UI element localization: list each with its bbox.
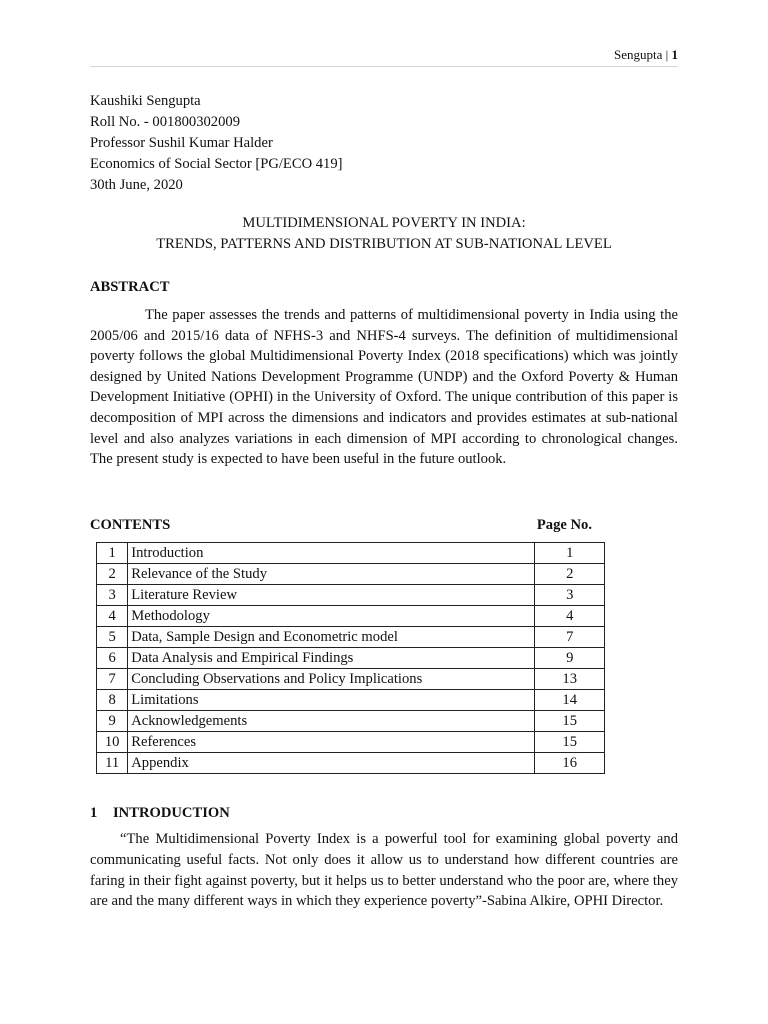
author-name: Kaushiki Sengupta — [90, 93, 201, 109]
contents-row-title: Appendix — [128, 753, 535, 774]
roll-number: Roll No. - 001800302009 — [90, 114, 240, 130]
contents-row-number: 11 — [97, 753, 128, 774]
introduction-quote — [90, 829, 678, 912]
contents-row-page: 15 — [535, 732, 605, 753]
contents-heading: CONTENTS — [90, 517, 171, 533]
contents-row — [97, 669, 605, 690]
contents-row-title: Methodology — [128, 606, 535, 627]
contents-row-title: Concluding Observations and Policy Implications — [128, 669, 535, 690]
contents-row — [97, 648, 605, 669]
course-name: Economics of Social Sector [PG/ECO 419] — [90, 156, 343, 172]
contents-row-page: 4 — [535, 606, 605, 627]
title-line-1: MULTIDIMENSIONAL POVERTY IN INDIA: — [242, 215, 526, 231]
contents-row-number: 7 — [97, 669, 128, 690]
contents-row-page: 15 — [535, 711, 605, 732]
contents-row-page: 1 — [535, 543, 605, 564]
contents-row — [97, 585, 605, 606]
contents-row — [97, 543, 605, 564]
submission-date: 30th June, 2020 — [90, 177, 183, 193]
contents-row-page: 16 — [535, 753, 605, 774]
header-separator: | — [665, 47, 669, 62]
running-header — [614, 46, 678, 64]
header-page-number: 1 — [671, 47, 678, 62]
contents-row — [97, 753, 605, 774]
contents-row — [97, 606, 605, 627]
contents-row-title: References — [128, 732, 535, 753]
contents-header — [90, 515, 592, 536]
abstract-text: The paper assesses the trends and patterns of multidimensional poverty in India using the 2005/06 and 2015/16 data of NFHS-3 and NHFS-4 surveys. The definition of multidimensional poverty follows the global Multidimensional Poverty Index (2018 specifications) which was jointly designed by United Nations Development Programme (UNDP) and the Oxford Poverty & Human Development Initiative (OPHI) in the University of Oxford. The unique contribution of this paper is decomposition of MPI across the dimensions and indicators and provides estimates at sub-national level and also analyzes variations in each dimension of MPI according to chronological changes. The present study is expected to have been useful in the future outlook. — [90, 307, 678, 468]
contents-row-title: Acknowledgements — [128, 711, 535, 732]
abstract-heading: ABSTRACT — [90, 279, 170, 295]
contents-row — [97, 690, 605, 711]
contents-row-title: Data Analysis and Empirical Findings — [128, 648, 535, 669]
header-author: Sengupta — [614, 47, 663, 62]
title-line-2: TRENDS, PATTERNS AND DISTRIBUTION AT SUB-NATIONAL LEVEL — [156, 236, 612, 252]
contents-row-number: 5 — [97, 627, 128, 648]
author-block — [90, 91, 343, 196]
contents-row-title: Introduction — [128, 543, 535, 564]
contents-table — [96, 542, 605, 774]
contents-row-page: 2 — [535, 564, 605, 585]
contents-row-number: 9 — [97, 711, 128, 732]
quote-text: “The Multidimensional Poverty Index is a powerful tool for examining global poverty and communicating useful facts. Not only does it allow us to understand how different countries are faring in their fight against poverty, but it helps us to better understand who the poor are, where they are and the many different ways in which they experience poverty”-Sabina Alkire, OPHI Director. — [90, 831, 678, 910]
contents-row — [97, 732, 605, 753]
contents-row-title: Limitations — [128, 690, 535, 711]
contents-row — [97, 564, 605, 585]
contents-row-page: 14 — [535, 690, 605, 711]
contents-row-number: 4 — [97, 606, 128, 627]
contents-row — [97, 627, 605, 648]
contents-row-number: 8 — [97, 690, 128, 711]
abstract-body — [90, 305, 678, 470]
contents-row-number: 2 — [97, 564, 128, 585]
contents-row-page: 9 — [535, 648, 605, 669]
contents-row-title: Relevance of the Study — [128, 564, 535, 585]
contents-table-body — [97, 543, 605, 774]
contents-row-page: 3 — [535, 585, 605, 606]
contents-row — [97, 711, 605, 732]
contents-row-number: 3 — [97, 585, 128, 606]
contents-row-page: 7 — [535, 627, 605, 648]
section-title: INTRODUCTION — [113, 805, 230, 821]
contents-row-title: Data, Sample Design and Econometric model — [128, 627, 535, 648]
professor-name: Professor Sushil Kumar Halder — [90, 135, 273, 151]
contents-row-number: 1 — [97, 543, 128, 564]
paper-title — [90, 213, 678, 255]
introduction-heading — [90, 803, 230, 824]
header-rule — [90, 66, 678, 67]
page-no-heading: Page No. — [536, 517, 592, 533]
section-number: 1 — [90, 805, 98, 821]
contents-row-page: 13 — [535, 669, 605, 690]
contents-row-number: 10 — [97, 732, 128, 753]
contents-row-number: 6 — [97, 648, 128, 669]
contents-row-title: Literature Review — [128, 585, 535, 606]
